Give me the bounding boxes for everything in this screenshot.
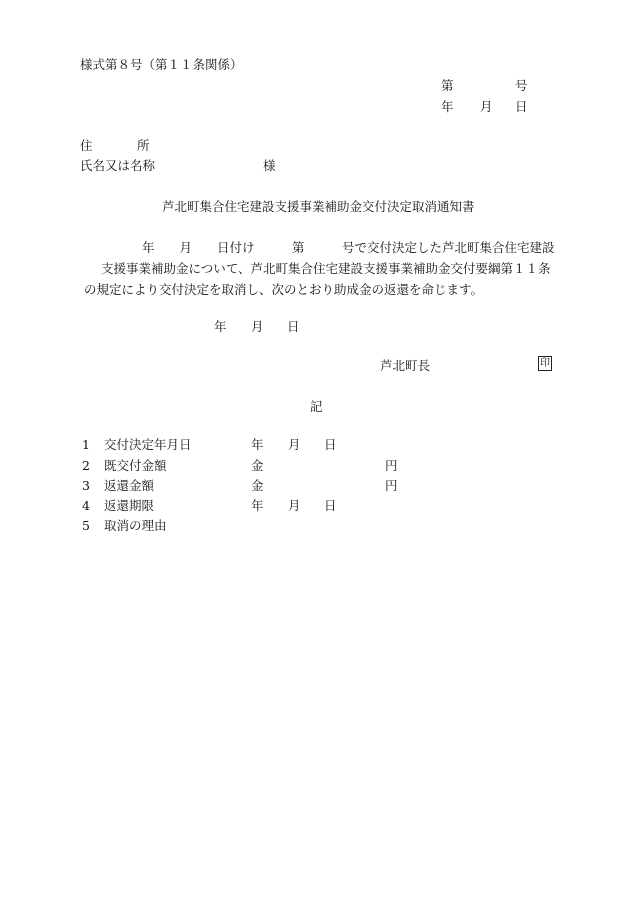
name-label: 氏名又は名称 <box>80 158 156 173</box>
number-dai: 第 <box>441 78 454 93</box>
item-2-number: 2 <box>82 458 90 473</box>
header-date-year: 年 <box>441 99 454 114</box>
item-3-yen: 円 <box>385 478 398 493</box>
item-1-day: 日 <box>324 437 337 452</box>
honorific: 様 <box>263 158 276 173</box>
header-date-month: 月 <box>480 99 493 114</box>
item-5-number: 5 <box>82 518 90 533</box>
address-label-1: 住 <box>80 138 93 153</box>
item-2-yen: 円 <box>385 458 398 473</box>
item-1-year: 年 <box>251 437 264 452</box>
item-4-number: 4 <box>82 498 90 513</box>
item-2-label: 既交付金額 <box>104 458 167 473</box>
body-line-3: の規定により交付決定を取消し、次のとおり助成金の返還を命じます。 <box>84 282 484 297</box>
item-2-kin: 金 <box>251 458 264 473</box>
issue-date-year: 年 <box>214 319 227 334</box>
form-label: 様式第８号（第１１条関係） <box>80 57 243 72</box>
item-1-number: 1 <box>82 437 90 452</box>
seal-mark: 印 <box>540 358 550 369</box>
ki-heading: 記 <box>310 399 323 414</box>
address-label-2: 所 <box>137 138 150 153</box>
item-1-month: 月 <box>288 437 301 452</box>
item-3-kin: 金 <box>251 478 264 493</box>
item-4-day: 日 <box>324 498 337 513</box>
body-paragraph <box>80 237 558 300</box>
number-go: 号 <box>515 78 528 93</box>
issuer-title: 芦北町長 <box>380 358 431 373</box>
item-4-label: 返還期限 <box>104 498 155 513</box>
issue-date-day: 日 <box>287 319 300 334</box>
item-3-number: 3 <box>82 478 90 493</box>
body-line-2: 支援事業補助金について、芦北町集合住宅建設支援事業補助金交付要綱第１１条 <box>101 261 551 276</box>
header-date-day: 日 <box>515 99 528 114</box>
document-title: 芦北町集合住宅建設支援事業補助金交付決定取消通知書 <box>162 199 475 214</box>
item-5-label: 取消の理由 <box>104 518 167 533</box>
item-4-month: 月 <box>288 498 301 513</box>
issue-date-month: 月 <box>251 319 264 334</box>
item-1-label: 交付決定年月日 <box>104 437 192 452</box>
body-line-1: 年 月 日付け 第 号で交付決定した芦北町集合住宅建設 <box>142 240 555 255</box>
item-3-label: 返還金額 <box>104 478 155 493</box>
item-4-year: 年 <box>251 498 264 513</box>
